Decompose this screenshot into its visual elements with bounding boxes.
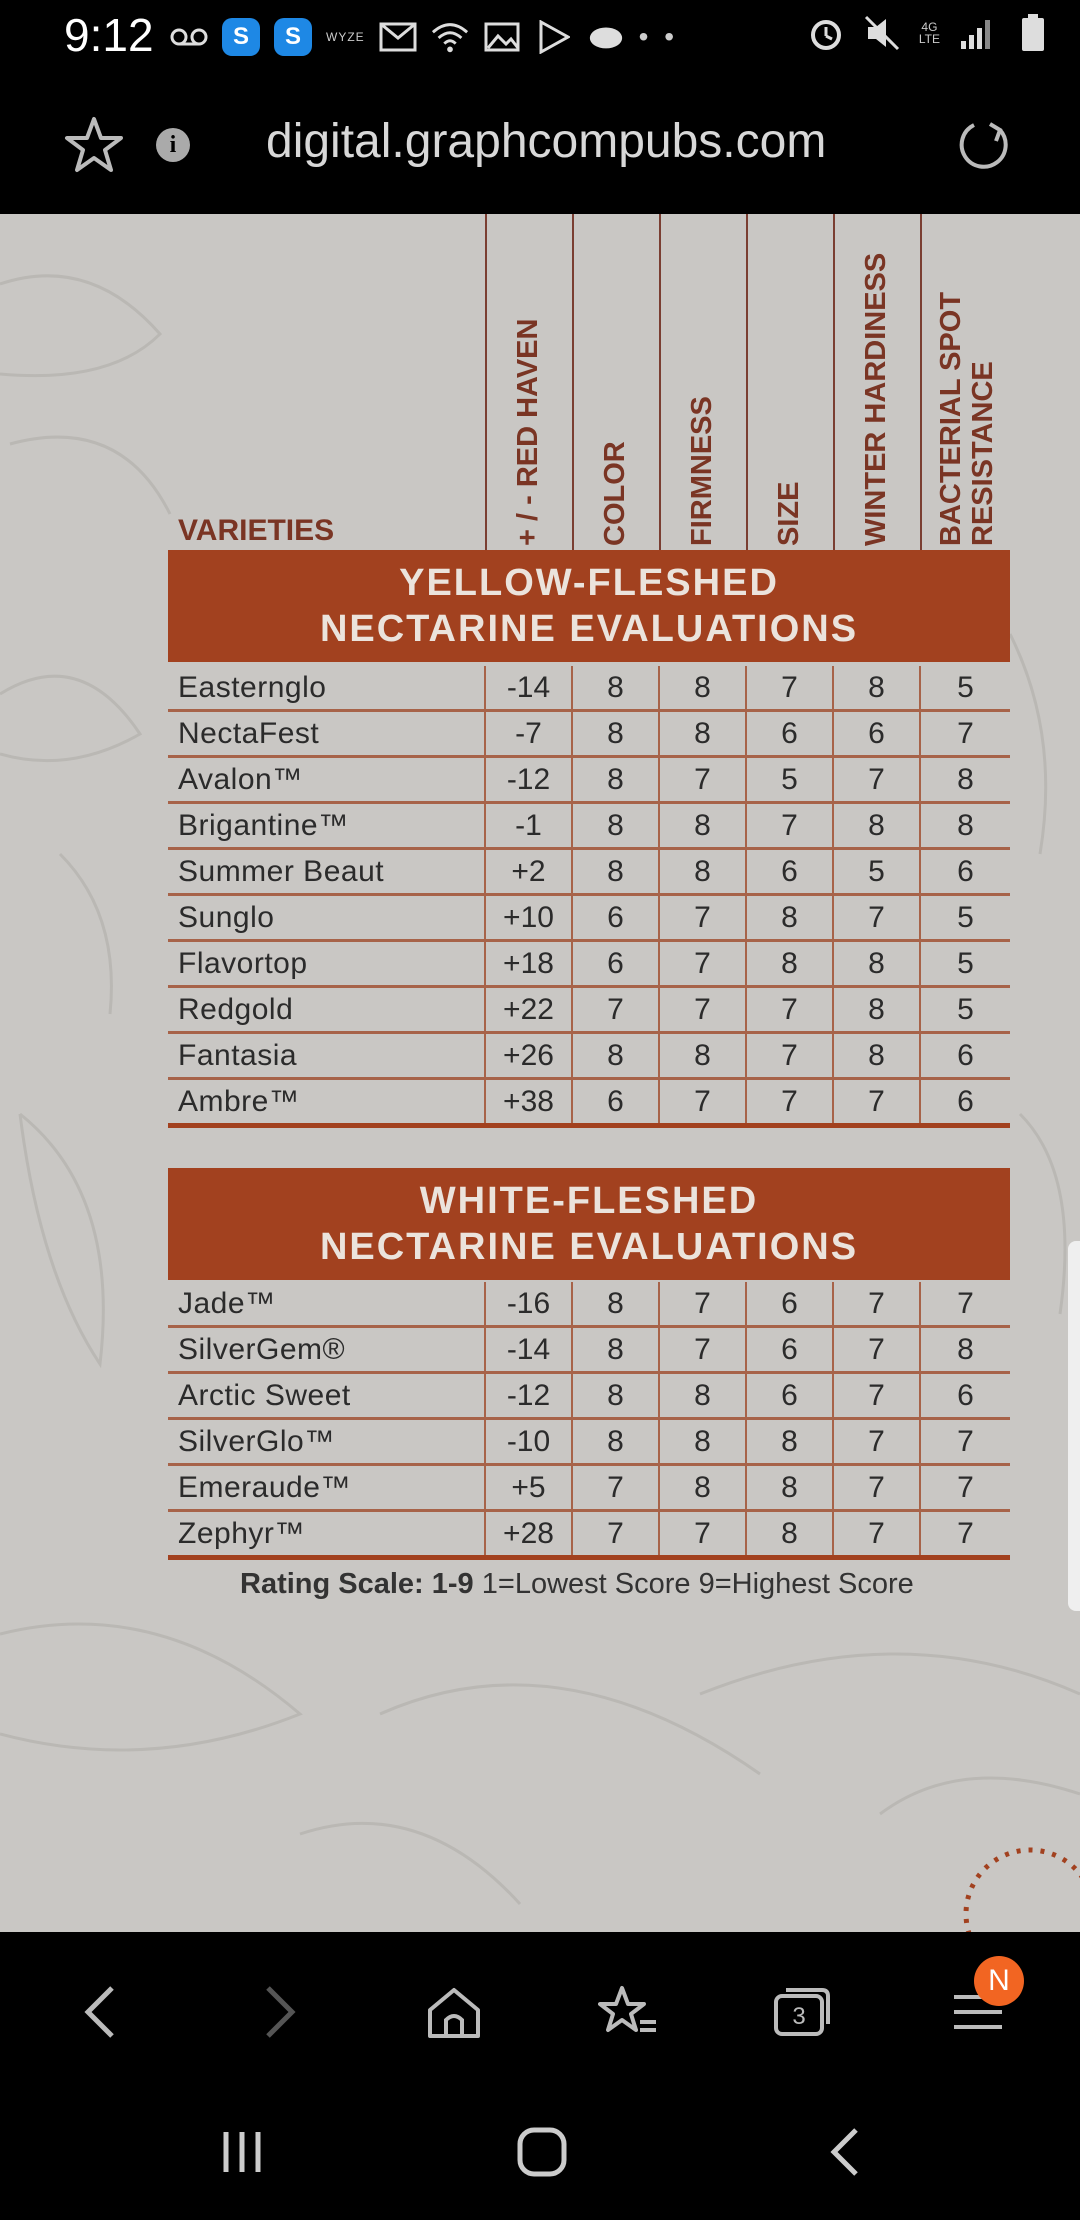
browser-toolbar: [0, 1932, 1080, 2082]
variety-name: NectaFest: [168, 711, 485, 757]
score-cell: 6: [746, 711, 833, 757]
yellow-row: [168, 711, 1010, 757]
score-cell: 5: [920, 895, 1010, 941]
score-cell: 8: [659, 711, 746, 757]
home-button[interactable]: [424, 1982, 484, 2042]
yellow-row: [168, 666, 1010, 711]
col-firmness: FIRMNESS: [686, 396, 718, 546]
score-cell: 6: [746, 1327, 833, 1373]
variety-name: Brigantine™: [168, 803, 485, 849]
signal-icon: [958, 14, 996, 52]
score-cell: 6: [920, 1079, 1010, 1126]
score-cell: 7: [833, 1511, 920, 1558]
col-color: COLOR: [599, 441, 631, 546]
bookmark-star-icon[interactable]: [64, 116, 124, 179]
score-cell: -14: [485, 666, 572, 711]
yellow-row: [168, 849, 1010, 895]
web-page-content: [0, 214, 1080, 1932]
status-time: 9:12: [64, 9, 154, 61]
score-cell: +38: [485, 1079, 572, 1126]
score-cell: 8: [920, 803, 1010, 849]
score-cell: 6: [746, 1282, 833, 1327]
system-nav-bar: [0, 2082, 1080, 2220]
score-cell: 8: [572, 1419, 659, 1465]
white-row: [168, 1373, 1010, 1419]
status-icons-right: [807, 14, 1052, 52]
score-cell: 8: [920, 1327, 1010, 1373]
score-cell: 7: [659, 1079, 746, 1126]
score-cell: 5: [920, 666, 1010, 711]
col-winter-hardiness: WINTER HARDINESS: [860, 252, 892, 546]
tabs-button[interactable]: [772, 1982, 832, 2042]
score-cell: 8: [659, 1373, 746, 1419]
score-cell: 8: [920, 757, 1010, 803]
voicemail-icon: [170, 18, 208, 56]
browser-url-bar: [0, 76, 1080, 214]
score-cell: 7: [920, 1419, 1010, 1465]
tab-count: 3: [792, 2003, 806, 2030]
col-red-haven: + / - RED HAVEN: [512, 318, 544, 546]
score-cell: 7: [572, 987, 659, 1033]
score-cell: 8: [659, 666, 746, 711]
score-cell: -7: [485, 711, 572, 757]
cloud-icon: [587, 18, 625, 56]
s-app-icon-2: S: [274, 18, 312, 56]
variety-name: SilverGem®: [168, 1327, 485, 1373]
score-cell: -14: [485, 1327, 572, 1373]
white-row: [168, 1282, 1010, 1327]
score-cell: 7: [833, 895, 920, 941]
variety-name: Summer Beaut: [168, 849, 485, 895]
score-cell: 8: [572, 1282, 659, 1327]
s-app-icon: S: [222, 18, 260, 56]
score-cell: 8: [833, 666, 920, 711]
score-cell: -12: [485, 1373, 572, 1419]
score-cell: 7: [659, 987, 746, 1033]
forward-button[interactable]: [250, 1982, 310, 2042]
yellow-section-header: [168, 550, 1010, 662]
score-cell: +18: [485, 941, 572, 987]
score-cell: 8: [572, 803, 659, 849]
yellow-row: [168, 803, 1010, 849]
score-cell: -10: [485, 1419, 572, 1465]
yellow-title-2: NECTARINE EVALUATIONS: [319, 608, 859, 650]
variety-name: Redgold: [168, 987, 485, 1033]
back-button[interactable]: [70, 1982, 130, 2042]
notification-badge: N: [974, 1956, 1024, 2006]
score-cell: +22: [485, 987, 572, 1033]
battery-icon: [1014, 14, 1052, 52]
score-cell: 8: [833, 941, 920, 987]
score-cell: 8: [659, 803, 746, 849]
variety-name: SilverGlo™: [168, 1419, 485, 1465]
score-cell: 7: [833, 1282, 920, 1327]
score-cell: 8: [659, 1033, 746, 1079]
status-icons-left: [170, 18, 678, 56]
score-cell: 7: [746, 1079, 833, 1126]
white-row: [168, 1419, 1010, 1465]
score-cell: 8: [746, 1511, 833, 1558]
score-cell: +28: [485, 1511, 572, 1558]
home-nav-button[interactable]: [516, 2126, 568, 2183]
score-cell: 7: [920, 711, 1010, 757]
column-headers: [168, 214, 1010, 550]
col-size: SIZE: [773, 481, 805, 546]
score-cell: 6: [920, 1373, 1010, 1419]
score-cell: 7: [833, 757, 920, 803]
score-cell: +2: [485, 849, 572, 895]
recent-apps-button[interactable]: [218, 2128, 266, 2181]
white-title-2: NECTARINE EVALUATIONS: [319, 1226, 859, 1268]
more-notifications-icon: • •: [638, 21, 679, 52]
score-cell: 7: [833, 1465, 920, 1511]
yellow-row: [168, 895, 1010, 941]
score-cell: 8: [572, 1327, 659, 1373]
white-row: [168, 1511, 1010, 1558]
variety-name: Arctic Sweet: [168, 1373, 485, 1419]
yellow-row: [168, 1079, 1010, 1126]
alarm-icon: [807, 14, 845, 52]
score-cell: 6: [572, 941, 659, 987]
score-cell: 6: [572, 1079, 659, 1126]
yellow-row: [168, 1033, 1010, 1079]
image-icon: [483, 18, 521, 56]
score-cell: 7: [833, 1419, 920, 1465]
score-cell: 7: [572, 1511, 659, 1558]
score-cell: 7: [659, 1282, 746, 1327]
url-field[interactable]: digital.graphcompubs.com: [266, 115, 827, 168]
score-cell: 7: [659, 1327, 746, 1373]
col-resistance: RESISTANCE: [967, 361, 999, 546]
mute-icon: [863, 14, 901, 52]
variety-name: Flavortop: [168, 941, 485, 987]
score-cell: 5: [746, 757, 833, 803]
yellow-title-1: YELLOW-FLESHED: [399, 562, 779, 604]
score-cell: 8: [746, 941, 833, 987]
score-cell: 8: [659, 1465, 746, 1511]
score-cell: 8: [833, 987, 920, 1033]
score-cell: 7: [920, 1511, 1010, 1558]
score-cell: 7: [746, 987, 833, 1033]
score-cell: +10: [485, 895, 572, 941]
score-cell: 6: [920, 1033, 1010, 1079]
variety-name: Ambre™: [168, 1079, 485, 1126]
col-bacterial-spot: BACTERIAL SPOT: [935, 291, 967, 546]
rating-scale-text: 1=Lowest Score 9=Highest Score: [481, 1568, 914, 1600]
score-cell: 8: [659, 849, 746, 895]
wyze-icon: WYZE: [326, 30, 365, 44]
score-cell: 7: [746, 1033, 833, 1079]
variety-name: Easternglo: [168, 666, 485, 711]
white-row: [168, 1465, 1010, 1511]
variety-name: Emeraude™: [168, 1465, 485, 1511]
score-cell: -1: [485, 803, 572, 849]
score-cell: 5: [833, 849, 920, 895]
score-cell: 6: [572, 895, 659, 941]
score-cell: 7: [920, 1282, 1010, 1327]
score-cell: 6: [833, 711, 920, 757]
variety-name: Jade™: [168, 1282, 485, 1327]
yellow-row: [168, 987, 1010, 1033]
score-cell: 8: [572, 1373, 659, 1419]
score-cell: 6: [746, 1373, 833, 1419]
variety-name: Zephyr™: [168, 1511, 485, 1558]
wifi-icon: [431, 18, 469, 56]
score-cell: 8: [746, 1465, 833, 1511]
score-cell: 7: [659, 757, 746, 803]
yellow-fleshed-table: [168, 666, 1010, 1128]
varieties-label: VARIETIES: [178, 514, 335, 547]
bookmarks-button[interactable]: [598, 1982, 658, 2042]
variety-name: Avalon™: [168, 757, 485, 803]
score-cell: 7: [746, 666, 833, 711]
score-cell: 8: [572, 711, 659, 757]
score-cell: -16: [485, 1282, 572, 1327]
score-cell: 8: [572, 666, 659, 711]
site-info-icon[interactable]: i: [156, 128, 190, 162]
score-cell: 6: [920, 849, 1010, 895]
score-cell: 8: [572, 849, 659, 895]
score-cell: 7: [572, 1465, 659, 1511]
score-cell: 7: [746, 803, 833, 849]
score-cell: 8: [833, 1033, 920, 1079]
score-cell: 7: [833, 1327, 920, 1373]
score-cell: 8: [572, 757, 659, 803]
rating-scale-note: [240, 1568, 914, 1601]
score-cell: -12: [485, 757, 572, 803]
score-cell: 8: [746, 895, 833, 941]
white-title-1: WHITE-FLESHED: [419, 1180, 759, 1222]
rating-scale-label: Rating Scale: 1-9: [240, 1568, 474, 1600]
score-cell: 8: [833, 803, 920, 849]
yellow-row: [168, 757, 1010, 803]
score-cell: +26: [485, 1033, 572, 1079]
score-cell: 5: [920, 941, 1010, 987]
email-icon: [379, 18, 417, 56]
white-row: [168, 1327, 1010, 1373]
play-store-icon: [535, 18, 573, 56]
score-cell: 7: [659, 895, 746, 941]
status-bar: [0, 0, 1080, 76]
score-cell: 7: [833, 1373, 920, 1419]
back-nav-button[interactable]: [826, 2126, 866, 2183]
score-cell: 7: [659, 941, 746, 987]
white-fleshed-table: [168, 1282, 1010, 1560]
score-cell: 6: [746, 849, 833, 895]
scroll-handle[interactable]: [1068, 1241, 1080, 1611]
variety-name: Fantasia: [168, 1033, 485, 1079]
lte-icon: 4G LTE: [918, 20, 940, 46]
score-cell: +5: [485, 1465, 572, 1511]
score-cell: 7: [833, 1079, 920, 1126]
score-cell: 8: [572, 1033, 659, 1079]
white-section-header: [168, 1168, 1010, 1280]
reload-icon[interactable]: [954, 116, 1012, 179]
yellow-row: [168, 941, 1010, 987]
variety-name: Sunglo: [168, 895, 485, 941]
score-cell: 7: [920, 1465, 1010, 1511]
score-cell: 7: [659, 1511, 746, 1558]
score-cell: 8: [659, 1419, 746, 1465]
score-cell: 5: [920, 987, 1010, 1033]
score-cell: 8: [746, 1419, 833, 1465]
